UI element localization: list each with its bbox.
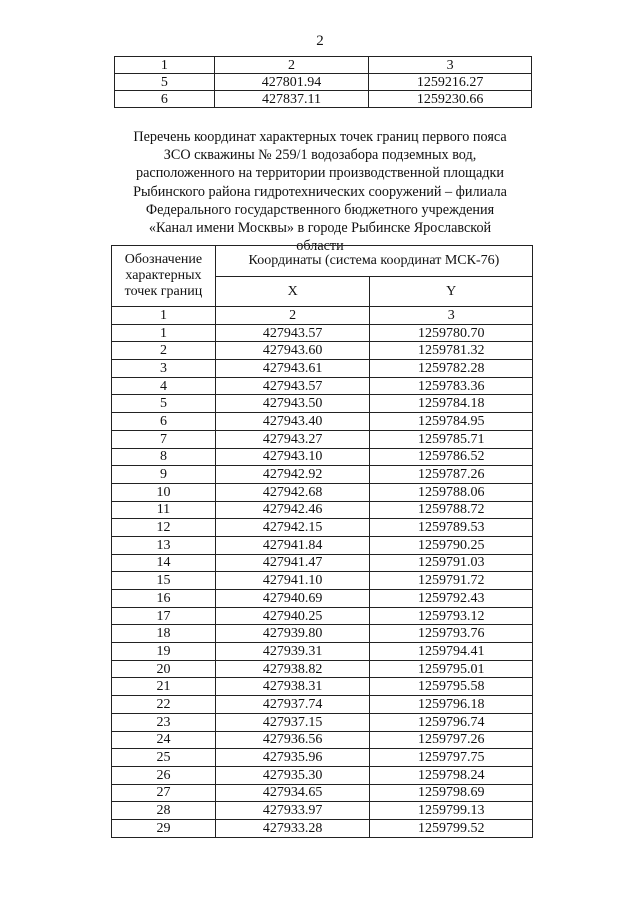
column-number-cell: 2: [214, 57, 369, 74]
y-coordinate-cell: 1259781.32: [370, 342, 533, 360]
x-coordinate-cell: 427943.40: [215, 413, 370, 431]
x-coordinate-cell: 427935.30: [215, 766, 370, 784]
point-number-cell: 14: [112, 554, 216, 572]
x-coordinate-cell: 427942.92: [215, 466, 370, 484]
y-coordinate-cell: 1259798.69: [370, 784, 533, 802]
column-number-cell: 1: [112, 307, 216, 325]
table-row: [112, 819, 533, 837]
y-coordinate-cell: 1259789.53: [370, 519, 533, 537]
table-row: [112, 607, 533, 625]
point-number-cell: 7: [112, 430, 216, 448]
x-coordinate-cell: 427936.56: [215, 731, 370, 749]
table-row: [112, 766, 533, 784]
column-number-cell: 3: [369, 57, 532, 74]
x-coordinate-cell: 427939.80: [215, 625, 370, 643]
column-number-cell: 1: [115, 57, 215, 74]
x-coordinate-cell: 427942.68: [215, 483, 370, 501]
x-coordinate-cell: 427943.10: [215, 448, 370, 466]
y-coordinate-cell: 1259784.18: [370, 395, 533, 413]
x-coordinate-cell: 427933.28: [215, 819, 370, 837]
y-coordinate-cell: 1259787.26: [370, 466, 533, 484]
y-coordinate-cell: 1259788.06: [370, 483, 533, 501]
point-number-cell: 21: [112, 678, 216, 696]
table-row: [112, 713, 533, 731]
table-row: [112, 519, 533, 537]
x-coordinate-cell: 427938.31: [215, 678, 370, 696]
y-coordinate-cell: 1259797.26: [370, 731, 533, 749]
point-number-cell: 5: [112, 395, 216, 413]
y-coordinate-cell: 1259794.41: [370, 643, 533, 661]
x-coordinate-cell: 427941.10: [215, 572, 370, 590]
y-coordinate-cell: 1259782.28: [370, 360, 533, 378]
x-coordinate-cell: 427943.60: [215, 342, 370, 360]
continuation-coordinates-table: [114, 56, 532, 108]
x-coordinate-cell: 427943.57: [215, 377, 370, 395]
point-number-cell: 28: [112, 802, 216, 820]
point-number-cell: 15: [112, 572, 216, 590]
point-number-cell: 22: [112, 696, 216, 714]
x-coordinate-cell: 427837.11: [214, 91, 369, 108]
y-coordinate-cell: 1259216.27: [369, 74, 532, 91]
x-coordinate-cell: 427935.96: [215, 749, 370, 767]
point-number-cell: 8: [112, 448, 216, 466]
table-row: [112, 324, 533, 342]
table-row: [112, 802, 533, 820]
point-number-cell: 2: [112, 342, 216, 360]
page-number: 2: [316, 33, 324, 49]
y-coordinate-cell: 1259795.58: [370, 678, 533, 696]
table-row: [112, 696, 533, 714]
table-row: [112, 625, 533, 643]
y-coordinate-cell: 1259795.01: [370, 660, 533, 678]
y-coordinate-cell: 1259799.13: [370, 802, 533, 820]
y-coordinate-cell: 1259798.24: [370, 766, 533, 784]
table-row: [112, 660, 533, 678]
table-row: [112, 413, 533, 431]
x-coordinate-cell: 427943.50: [215, 395, 370, 413]
point-number-cell: 4: [112, 377, 216, 395]
table-row: [112, 342, 533, 360]
point-number-cell: 13: [112, 536, 216, 554]
y-coordinate-cell: 1259793.12: [370, 607, 533, 625]
point-number-cell: 27: [112, 784, 216, 802]
table-row: [115, 74, 532, 91]
table-row: [112, 448, 533, 466]
x-coordinate-cell: 427941.47: [215, 554, 370, 572]
x-coordinate-cell: 427934.65: [215, 784, 370, 802]
point-designation-header: Обозначение характерных точек границ: [112, 246, 216, 307]
table-row: [112, 749, 533, 767]
section-heading: Перечень координат характерных точек границ первого пояса ЗСО скважины № 259/1 водозабора подземных вод, расположенного на территории производственной площадки Рыбинского района гидротехнических сооружений – филиала Федерального государственного бюджетного учреждения «Канал имени Москвы» в городе Рыбинске Ярославской области: [133, 129, 507, 255]
x-coordinate-cell: 427938.82: [215, 660, 370, 678]
table-row: [112, 554, 533, 572]
y-coordinate-cell: 1259796.18: [370, 696, 533, 714]
y-coordinate-cell: 1259797.75: [370, 749, 533, 767]
y-coordinate-cell: 1259799.52: [370, 819, 533, 837]
table-row: [112, 590, 533, 608]
x-coordinate-cell: 427933.97: [215, 802, 370, 820]
x-coordinate-cell: 427943.27: [215, 430, 370, 448]
column-number-cell: 3: [370, 307, 533, 325]
y-coordinate-cell: 1259791.72: [370, 572, 533, 590]
y-coordinate-cell: 1259790.25: [370, 536, 533, 554]
point-number-cell: 16: [112, 590, 216, 608]
point-number-cell: 9: [112, 466, 216, 484]
table-row: [112, 466, 533, 484]
table-row: [112, 678, 533, 696]
x-coordinate-cell: 427940.25: [215, 607, 370, 625]
point-number-cell: 5: [115, 74, 215, 91]
table-row: [112, 501, 533, 519]
y-coordinate-cell: 1259788.72: [370, 501, 533, 519]
x-coordinate-cell: 427940.69: [215, 590, 370, 608]
column-number-cell: 2: [215, 307, 370, 325]
y-coordinate-cell: 1259783.36: [370, 377, 533, 395]
x-coordinate-cell: 427942.15: [215, 519, 370, 537]
table-row: [112, 395, 533, 413]
column-numbering-row: [112, 307, 533, 325]
table-header-row: [115, 57, 532, 74]
coordinate-system-header: Координаты (система координат МСК-76): [215, 246, 532, 277]
point-number-cell: 18: [112, 625, 216, 643]
y-coordinate-cell: 1259230.66: [369, 91, 532, 108]
point-number-cell: 24: [112, 731, 216, 749]
point-number-cell: 12: [112, 519, 216, 537]
point-number-cell: 11: [112, 501, 216, 519]
y-coordinate-cell: 1259784.95: [370, 413, 533, 431]
x-coordinate-cell: 427941.84: [215, 536, 370, 554]
y-coordinate-cell: 1259791.03: [370, 554, 533, 572]
point-number-cell: 10: [112, 483, 216, 501]
point-number-cell: 26: [112, 766, 216, 784]
x-coordinate-cell: 427939.31: [215, 643, 370, 661]
point-number-cell: 23: [112, 713, 216, 731]
x-coordinate-cell: 427942.46: [215, 501, 370, 519]
x-coordinate-cell: 427943.57: [215, 324, 370, 342]
coordinates-table: [111, 245, 533, 838]
table-row: [112, 360, 533, 378]
table-row: [112, 784, 533, 802]
table-row: [112, 731, 533, 749]
point-number-cell: 6: [115, 91, 215, 108]
x-coordinate-cell: 427801.94: [214, 74, 369, 91]
point-number-cell: 20: [112, 660, 216, 678]
y-coordinate-cell: 1259785.71: [370, 430, 533, 448]
x-coordinate-cell: 427943.61: [215, 360, 370, 378]
table-row: [112, 430, 533, 448]
y-coordinate-cell: 1259780.70: [370, 324, 533, 342]
point-number-cell: 19: [112, 643, 216, 661]
point-number-cell: 17: [112, 607, 216, 625]
table-header-row: [112, 246, 533, 277]
y-coordinate-cell: 1259793.76: [370, 625, 533, 643]
y-coordinate-cell: 1259792.43: [370, 590, 533, 608]
y-coordinate-cell: 1259786.52: [370, 448, 533, 466]
table-row: [112, 643, 533, 661]
table-row: [112, 377, 533, 395]
table-row: [112, 483, 533, 501]
y-column-header: Y: [370, 276, 533, 307]
table-row: [115, 91, 532, 108]
point-number-cell: 25: [112, 749, 216, 767]
point-number-cell: 6: [112, 413, 216, 431]
y-coordinate-cell: 1259796.74: [370, 713, 533, 731]
table-row: [112, 536, 533, 554]
table-row: [112, 572, 533, 590]
x-coordinate-cell: 427937.15: [215, 713, 370, 731]
x-column-header: X: [215, 276, 370, 307]
point-number-cell: 1: [112, 324, 216, 342]
x-coordinate-cell: 427937.74: [215, 696, 370, 714]
point-number-cell: 29: [112, 819, 216, 837]
point-number-cell: 3: [112, 360, 216, 378]
